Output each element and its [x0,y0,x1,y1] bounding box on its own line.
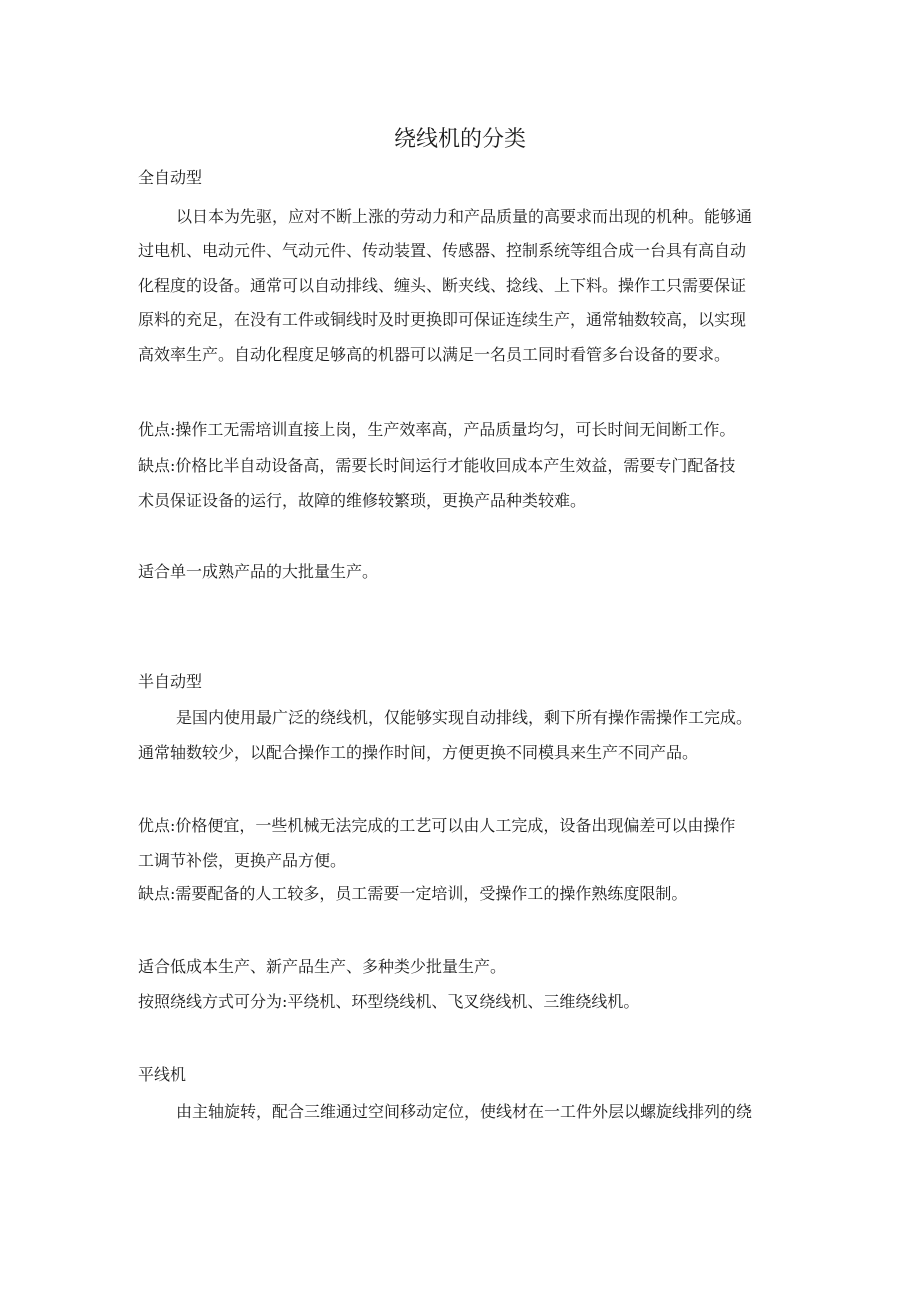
classification-text: 按照绕线方式可分为:平绕机、环型绕线机、飞叉绕线机、三维绕线机。 [138,992,640,1011]
cons-line: 术员保证设备的运行，故障的维修较繁琐，更换产品种类较难。 [138,491,587,510]
paragraph-line: 由主轴旋转，配合三维通过空间移动定位，使线材在一工件外层以螺旋线排列的绕 [176,1102,753,1121]
suitable-text: 适合低成本生产、新产品生产、多种类少批量生产。 [138,957,507,976]
pros-line: 工调节补偿，更换产品方便。 [138,851,347,870]
section-heading-semi-auto: 半自动型 [138,672,203,691]
pros-line: 优点:价格便宜，一些机械无法完成的工艺可以由人工完成，设备出现偏差可以由操作 [138,816,736,835]
pros-text: 优点:操作工无需培训直接上岗，生产效率高，产品质量均匀，可长时间无间断工作。 [138,420,736,439]
cons-text: 缺点:需要配备的人工较多，员工需要一定培训，受操作工的操作熟练度限制。 [138,884,688,903]
cons-line: 缺点:价格比半自动设备高，需要长时间运行才能收回成本产生效益，需要专门配备技 [138,456,736,475]
paragraph-line: 过电机、电动元件、气动元件、传动装置、传感器、控制系统等组合成一台具有高自动 [138,241,747,260]
paragraph-line: 是国内使用最广泛的绕线机，仅能够实现自动排线，剩下所有操作需操作工完成。 [176,708,753,727]
page-title: 绕线机的分类 [393,127,526,152]
paragraph-line: 化程度的设备。通常可以自动排线、缠头、断夹线、捻线、上下料。操作工只需要保证 [138,276,747,295]
paragraph-line: 高效率生产。自动化程度足够高的机器可以满足一名员工同时看管多台设备的要求。 [138,345,731,364]
section-heading-full-auto: 全自动型 [138,168,203,187]
section-heading-flat: 平线机 [138,1065,187,1084]
paragraph-line: 原料的充足，在没有工件或铜线时及时更换即可保证连续生产，通常轴数较高，以实现 [138,310,747,329]
paragraph-line: 以日本为先驱，应对不断上涨的劳动力和产品质量的高要求而出现的机种。能够通 [176,207,753,226]
suitable-text: 适合单一成熟产品的大批量生产。 [138,562,379,581]
paragraph-line: 通常轴数较少，以配合操作工的操作时间，方便更换不同模具来生产不同产品。 [138,743,699,762]
